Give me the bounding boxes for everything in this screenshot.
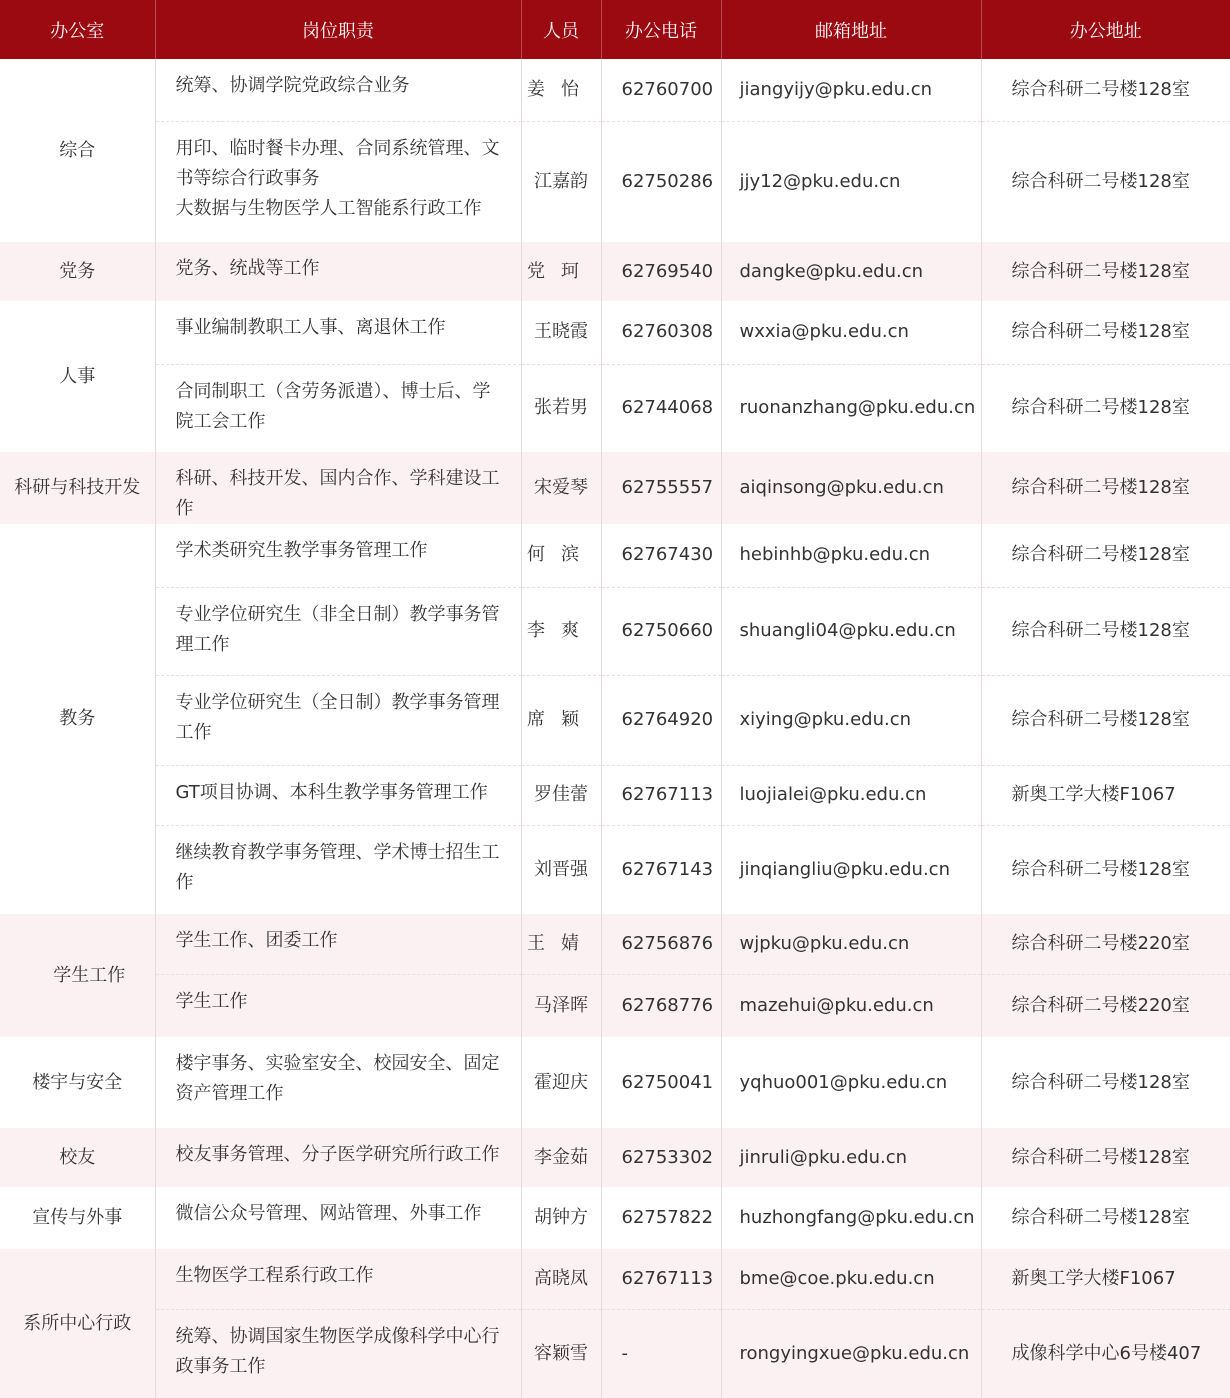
duty-cell [155, 364, 521, 452]
person-cell [521, 59, 601, 121]
table-row [0, 121, 1230, 242]
person-cell [521, 364, 601, 452]
phone-cell: 62767113 [601, 765, 721, 825]
duty-cell [155, 675, 521, 765]
header-duty: 岗位职责 [155, 0, 521, 59]
duty-line: GT项目协调、本科生教学事务管理工作 [175, 781, 488, 803]
duty-cell [155, 452, 521, 524]
phone-cell: 62755557 [601, 452, 721, 524]
address-cell: 综合科研二号楼128室 [981, 825, 1230, 914]
person-name: 何滨 [527, 544, 595, 566]
person-cell [521, 587, 601, 675]
address-cell: 成像科学中心6号楼407 [981, 1309, 1230, 1398]
phone-cell: 62764920 [601, 675, 721, 765]
email-link[interactable]: dangke@pku.edu.cn [721, 242, 981, 301]
duty-line: 楼宇事务、实验室安全、校园安全、固定资产管理工作 [175, 1053, 500, 1104]
header-phone: 办公电话 [601, 0, 721, 59]
duty-line: 学生工作 [175, 990, 248, 1012]
phone-cell: 62756876 [601, 914, 721, 974]
table-row [0, 1128, 1230, 1187]
duty-cell [155, 301, 521, 364]
duty-cell [155, 825, 521, 914]
address-cell: 综合科研二号楼220室 [981, 974, 1230, 1037]
office-cell: 宣传与外事 [0, 1187, 155, 1249]
phone-cell: 62750660 [601, 587, 721, 675]
phone-cell: 62767113 [601, 1249, 721, 1309]
phone-cell: 62753302 [601, 1128, 721, 1187]
table-row [0, 301, 1230, 364]
duty-line: 微信公众号管理、网站管理、外事工作 [175, 1203, 482, 1224]
person-cell [521, 825, 601, 914]
duty-line: 学术类研究生教学事务管理工作 [175, 540, 428, 561]
email-link[interactable]: aiqinsong@pku.edu.cn [721, 452, 981, 524]
phone-cell: 62750041 [601, 1037, 721, 1128]
email-link[interactable]: rongyingxue@pku.edu.cn [721, 1309, 981, 1398]
phone-cell: 62769540 [601, 242, 721, 301]
person-cell [521, 1249, 601, 1309]
address-cell: 综合科研二号楼128室 [1011, 1071, 1190, 1093]
email-link[interactable]: jinqiangliu@pku.edu.cn [721, 825, 981, 914]
table-row [0, 825, 1230, 914]
office-cell: 科研与科技开发 [0, 452, 155, 524]
table-row [0, 1187, 1230, 1249]
phone-cell: 62768776 [601, 974, 721, 1037]
duty-line: 校友事务管理、分子医学研究所行政工作 [175, 1144, 500, 1165]
person-name: 李爽 [527, 620, 595, 641]
duty-cell [155, 59, 521, 121]
address-cell: 综合科研二号楼128室 [981, 675, 1230, 765]
duty-cell [155, 765, 521, 825]
email-link[interactable]: wxxia@pku.edu.cn [721, 301, 981, 364]
address-cell: 综合科研二号楼128室 [1011, 544, 1190, 566]
phone-cell: 62767143 [601, 825, 721, 914]
duty-line: 大数据与生物医学人工智能系行政工作 [175, 197, 482, 219]
table-row [0, 1037, 1230, 1128]
phone-cell: 62760700 [601, 59, 721, 121]
header-email: 邮箱地址 [721, 0, 981, 59]
person-name: 席颖 [527, 709, 595, 730]
table-row [0, 974, 1230, 1037]
duty-line: 党务、统战等工作 [175, 258, 320, 279]
office-cell: 综合 [0, 59, 155, 242]
duty-line: 统筹、协调学院党政综合业务 [175, 75, 410, 96]
address-cell: 综合科研二号楼128室 [981, 242, 1230, 301]
table-row [0, 364, 1230, 452]
address-cell: 综合科研二号楼128室 [981, 364, 1230, 452]
person-name: 马泽晖 [534, 994, 588, 1016]
person-name: 党珂 [527, 260, 595, 282]
email-link[interactable]: luojialei@pku.edu.cn [721, 765, 981, 825]
person-cell [521, 914, 601, 974]
duty-cell [155, 1037, 521, 1128]
table-row [0, 914, 1230, 974]
person-cell [521, 765, 601, 825]
header-office: 办公室 [0, 0, 155, 59]
address-cell: 综合科研二号楼128室 [981, 587, 1230, 675]
person-cell [521, 301, 601, 364]
office-cell: 楼宇与安全 [0, 1037, 155, 1128]
duty-cell [155, 524, 521, 587]
phone-cell: 62760308 [601, 301, 721, 364]
phone-cell: 62767430 [601, 524, 721, 587]
duty-cell [155, 1249, 521, 1309]
table-row [0, 587, 1230, 675]
person-cell [521, 974, 601, 1037]
address-cell: 新奥工学大楼F1067 [981, 765, 1230, 825]
duty-line: 学生工作、团委工作 [175, 930, 338, 951]
table-body [0, 59, 1230, 1398]
duty-cell [155, 1128, 521, 1187]
duty-cell [155, 974, 521, 1037]
duty-cell [155, 1187, 521, 1249]
address-cell: 综合科研二号楼128室 [1011, 321, 1190, 343]
address-cell: 综合科研二号楼128室 [981, 1128, 1230, 1187]
table-row [0, 524, 1230, 587]
phone-cell: 62744068 [601, 364, 721, 452]
duty-cell [155, 587, 521, 675]
duty-line: 用印、临时餐卡办理、合同系统管理、文书等综合行政事务 [175, 137, 500, 189]
email-link[interactable]: ruonanzhang@pku.edu.cn [721, 364, 981, 452]
person-cell [521, 1128, 601, 1187]
email-link[interactable]: huzhongfang@pku.edu.cn [721, 1187, 981, 1249]
person-cell [521, 1037, 601, 1128]
person-name: 容颖雪 [534, 1342, 588, 1364]
email-link[interactable]: mazehui@pku.edu.cn [721, 974, 981, 1037]
office-cell: 党务 [0, 242, 155, 301]
person-cell [521, 1309, 601, 1398]
email-link[interactable]: xiying@pku.edu.cn [721, 675, 981, 765]
person-name: 王晓霞 [534, 321, 588, 343]
person-cell [521, 121, 601, 242]
person-name: 罗佳蕾 [534, 784, 588, 805]
duty-cell [155, 1309, 521, 1398]
duty-line: 专业学位研究生（非全日制）教学事务管理工作 [175, 603, 500, 655]
email-link[interactable]: shuangli04@pku.edu.cn [721, 587, 981, 675]
table-row [0, 59, 1230, 121]
table-row [0, 452, 1230, 524]
address-cell: 综合科研二号楼128室 [981, 121, 1230, 242]
person-name: 姜怡 [527, 78, 595, 100]
email-link[interactable]: hebinhb@pku.edu.cn [721, 524, 981, 587]
person-name: 宋爱琴 [534, 477, 588, 498]
duty-cell [155, 121, 521, 242]
email-link[interactable]: jjy12@pku.edu.cn [721, 121, 981, 242]
person-cell [521, 1187, 601, 1249]
phone-cell: - [601, 1309, 721, 1398]
email-link[interactable]: bme@coe.pku.edu.cn [721, 1249, 981, 1309]
person-cell [521, 675, 601, 765]
email-link[interactable]: yqhuo001@pku.edu.cn [721, 1037, 981, 1128]
person-name: 张若男 [534, 397, 588, 419]
office-cell: 学生工作 [0, 914, 155, 1037]
person-cell [521, 452, 601, 524]
email-link[interactable]: wjpku@pku.edu.cn [721, 914, 981, 974]
table-row [0, 1249, 1230, 1309]
person-name: 王婧 [527, 932, 595, 954]
table-row [0, 1309, 1230, 1398]
phone-cell: 62757822 [601, 1187, 721, 1249]
table-row [0, 675, 1230, 765]
table-row [0, 765, 1230, 825]
address-cell: 综合科研二号楼128室 [981, 452, 1230, 524]
phone-cell: 62750286 [601, 121, 721, 242]
duty-line: 事业编制教职工人事、离退休工作 [175, 317, 446, 338]
address-cell: 综合科研二号楼220室 [981, 914, 1230, 974]
header-person: 人员 [521, 0, 601, 59]
address-cell: 综合科研二号楼128室 [1011, 78, 1190, 100]
person-name: 李金茹 [534, 1146, 588, 1168]
office-cell: 人事 [0, 301, 155, 452]
duty-line: 合同制职工（含劳务派遣）、博士后、学院工会工作 [175, 380, 491, 432]
address-cell: 新奥工学大楼F1067 [981, 1249, 1230, 1309]
header-address: 办公地址 [981, 0, 1230, 59]
person-name: 胡钟方 [534, 1207, 588, 1228]
duty-line: 继续教育教学事务管理、学术博士招生工作 [175, 841, 500, 893]
person-name: 霍迎庆 [534, 1071, 588, 1093]
person-name: 江嘉韵 [534, 170, 588, 192]
person-name: 刘晋强 [534, 858, 588, 880]
duty-cell [155, 914, 521, 974]
duty-line: 科研、科技开发、国内合作、学科建设工作 [175, 468, 500, 519]
table-header [0, 0, 1230, 59]
duty-line: 专业学位研究生（全日制）教学事务管理工作 [175, 691, 500, 743]
person-cell [521, 524, 601, 587]
person-cell [521, 242, 601, 301]
email-link[interactable]: jinruli@pku.edu.cn [721, 1128, 981, 1187]
email-link[interactable]: jiangyijy@pku.edu.cn [721, 59, 981, 121]
duty-cell [155, 242, 521, 301]
duty-line: 统筹、协调国家生物医学成像科学中心行政事务工作 [175, 1325, 500, 1377]
address-cell: 综合科研二号楼128室 [1011, 1207, 1190, 1228]
duty-line: 生物医学工程系行政工作 [175, 1265, 374, 1286]
person-name: 高晓凤 [534, 1267, 588, 1289]
office-cell: 校友 [0, 1128, 155, 1187]
table-row [0, 242, 1230, 301]
office-cell: 教务 [0, 524, 155, 914]
office-cell: 系所中心行政 [0, 1249, 155, 1398]
